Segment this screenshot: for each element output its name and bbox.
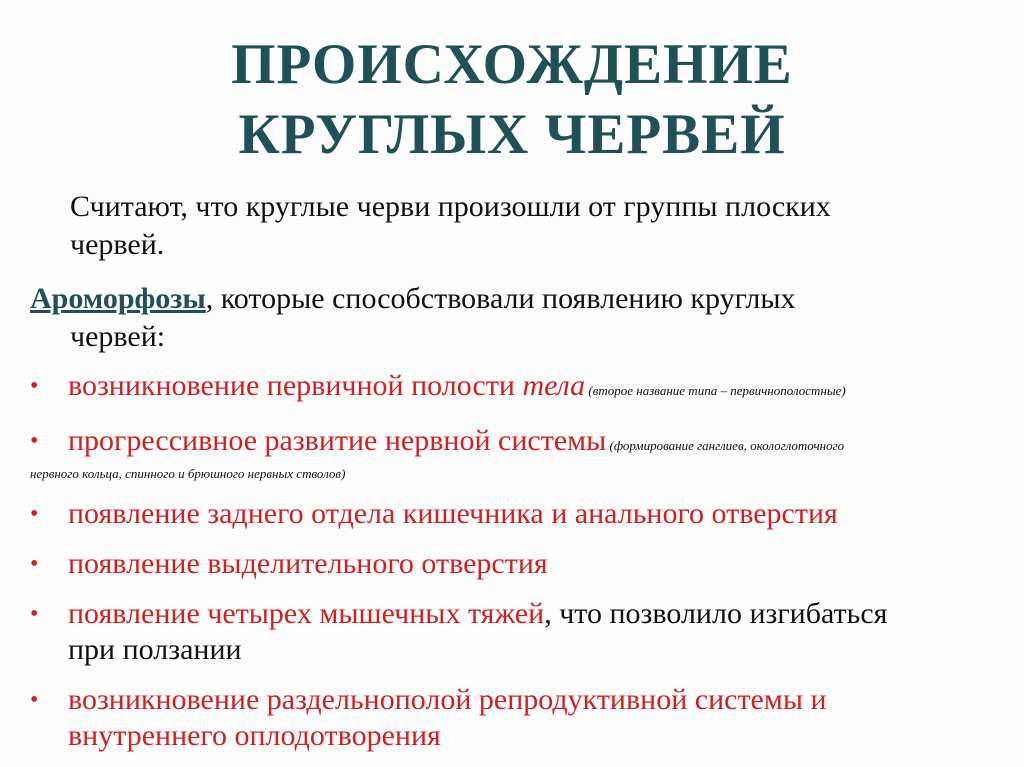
list-item: [30, 546, 1020, 582]
bullet-icon: •: [30, 601, 39, 627]
aromorphoses-list: [30, 368, 1020, 754]
title-line-2: КРУГЛЫХ ЧЕРВЕЙ: [238, 103, 786, 166]
bullet-icon: •: [30, 687, 39, 713]
item-text: появление заднего отдела кишечника и анального отверстия: [68, 497, 838, 530]
item-text: прогрессивное развитие нервной системы: [68, 424, 607, 457]
list-item: [30, 596, 1020, 668]
item-text: появление выделительного отверстия: [68, 547, 548, 580]
aromorphoses-term: Ароморфозы: [30, 282, 206, 315]
aromorphoses-heading: [30, 280, 980, 356]
intro-paragraph: [70, 188, 970, 264]
aromorphoses-rest: , которые способствовали появлению круглых: [205, 282, 796, 315]
intro-line-2: червей.: [70, 228, 165, 261]
item-text-cont: внутреннего оплодотворения: [68, 719, 441, 752]
bullet-icon: •: [30, 501, 39, 527]
item-note: (формирование ганглиев, окологлоточного: [606, 438, 845, 453]
aromorphoses-cont: червей:: [70, 320, 166, 353]
bullet-icon: •: [30, 373, 39, 399]
item-text: возникновение раздельнополой репродуктивной системы и: [68, 683, 827, 716]
intro-line-1: Считают, что круглые черви произошли от группы плоских: [70, 190, 831, 223]
list-item: [30, 682, 1020, 754]
page-title: [0, 30, 1024, 170]
item-text: появление четырех мышечных тяжей: [68, 597, 545, 630]
item-text-black: , что позволило изгибаться: [544, 597, 888, 630]
list-item: [30, 423, 1020, 484]
item-note-cont: нервного кольца, спинного и брюшного нервных стволов): [30, 466, 346, 481]
item-note: (второе название типа – первичнополостные): [585, 383, 846, 398]
item-text: возникновение первичной полости: [68, 369, 523, 402]
bullet-icon: •: [30, 551, 39, 577]
list-item: [30, 368, 1020, 409]
bullet-icon: •: [30, 428, 39, 454]
title-line-1: ПРОИСХОЖДЕНИЕ: [231, 33, 793, 96]
item-text-black-cont: при ползании: [68, 633, 242, 666]
list-item: [30, 496, 1020, 532]
item-italic: тела: [522, 369, 586, 402]
